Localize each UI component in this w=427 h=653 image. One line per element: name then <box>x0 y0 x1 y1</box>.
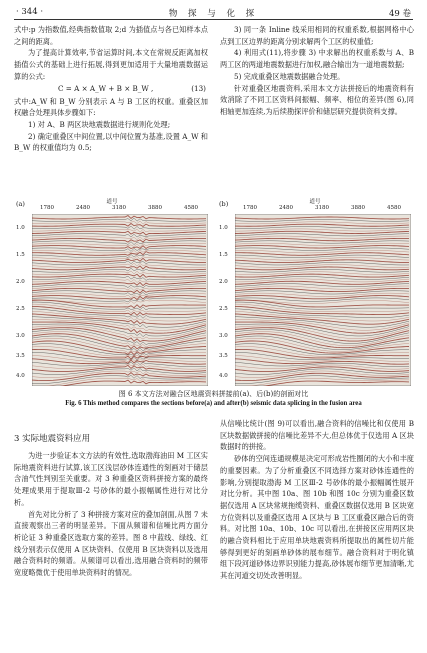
paragraph: 针对重叠区地震资料,采用本文方法拼接后的地震资料有效消除了不同工区资料间振幅、频率、相位的差异(图 6),同相轴更加连续,为后续勘探评价和储层研究提供资料支撑。 <box>220 83 414 116</box>
paragraph: 式中:p 为指数值,经典指数值取 2;d 为插值点与各已知样本点之间的距离。 <box>14 25 208 46</box>
time-tick: 3.0 <box>16 333 25 339</box>
cdp-tick: 4580 <box>184 205 198 211</box>
header-rule <box>14 19 413 20</box>
cdp-tick: 1780 <box>243 205 257 211</box>
paragraph: 为进一步验证本文方法的有效性,选取渤海油田 M 工区实际地震资料进行试算,该工区浅层砂体连通性的刻画对于储层含油气性判别至关重要。对 3 种重叠区资料拼接方案的最终处理成果用于提取Ⅲ-2 号砂体的最小振幅属性进行对比分析。 <box>14 451 208 507</box>
cdp-tick: 3880 <box>148 205 162 211</box>
left-column-top <box>14 24 208 154</box>
paragraph: 式中:A_W 和 B_W 分别表示 A 与 B 工区的权重。重叠区加权融合处理具体步骤如下: <box>14 96 208 118</box>
cdp-tick: 3180 <box>315 205 329 211</box>
time-tick: 3.5 <box>16 353 25 359</box>
time-tick: 4.0 <box>219 373 228 379</box>
time-tick: 2.0 <box>219 279 228 285</box>
page-number: · 344 · <box>16 7 44 17</box>
seismic-panel-a <box>14 196 210 386</box>
time-tick: 2.5 <box>219 306 228 312</box>
equation-number: (13) <box>191 83 206 93</box>
paragraph: 从信噪比统计(图 9)可以看出,融合资料的信噪比和仅使用 B 区块数据做拼接的信噪比差异不大,但总体优于仅选用 A 区块数据时的拼接。 <box>220 419 414 452</box>
cdp-tick: 3180 <box>112 205 126 211</box>
trace-axis-label: 道号 <box>309 199 321 205</box>
caption-english: Fig. 6 This method compares the sections before(a) and after(b) seismic data splicing in the fusion area <box>65 400 362 407</box>
time-tick: 1.0 <box>219 225 228 231</box>
cdp-tick: 2480 <box>279 205 293 211</box>
cdp-tick: 2480 <box>76 205 90 211</box>
left-column-bottom <box>14 430 208 579</box>
figure-6 <box>14 196 413 406</box>
cdp-tick: 1780 <box>40 205 54 211</box>
step-item: 2) 确定重叠区中间位置,以中间位置为基准,设置 A_W 和 B_W 的权重值均为 0.5; <box>14 131 208 153</box>
panel-label: (a) <box>16 200 25 208</box>
right-column-top <box>220 24 414 118</box>
seismic-section-image <box>32 214 208 386</box>
paragraph: 为了提高计算效率,节省运算时间,本文在常规反距离加权插值公式的基础上进行拓展,得到更加适用于大量地震数据运算的公式: <box>14 48 208 81</box>
time-tick: 1.0 <box>16 225 25 231</box>
time-tick: 2.5 <box>16 306 25 312</box>
time-tick: 3.0 <box>219 333 228 339</box>
journal-title: 物 探 与 化 探 <box>168 9 259 19</box>
time-tick: 1.5 <box>16 252 25 258</box>
cdp-tick: 3880 <box>351 205 365 211</box>
seismic-section-image <box>235 214 411 386</box>
paragraph: 砂体的空间连通规模是决定可形成岩性圈闭的大小和丰度的重要因素。为了分析重叠区不同选择方案对砂体连通性的影响,分别提取渤海 M 工区Ⅲ-2 号砂体的最小振幅属性展开对比分析。其中图 10a、图 10b 和图 10c 分别为重叠区数据仅选用 A 区块常规拖缆资料、重叠区数据仅选用 B 区块宽方位资料以及重叠区选用 A 区块与 B 工区重叠区融合后的资料。对比图 10a、10b、10c 可以看出,在拼接区应用两区块的融合资料相比于应用单块地震资料所提取出的属性切片能够得到更好的刻画单砂体的展布细节。融合资料对于明化镇组下段河道砂体边界识别能力提高,砂体展布细节更加清晰,尤其在河道交切处改善明显。 <box>220 454 414 581</box>
time-tick: 1.5 <box>219 252 228 258</box>
trace-axis-label: 道号 <box>106 199 118 205</box>
seismic-panel-b <box>217 196 413 386</box>
step-item: 1) 对 A、B 两区块地震数据进行规则化处理; <box>28 119 171 129</box>
paragraph: 首先对比分析了 3 种拼接方案对应的叠加剖面,从图 7 未直接观察出三者的明显差异。下面从频谱和信噪比两方面分析论证 3 种重叠区选取方案的差异。图 8 中蓝线、绿线、红线分别表示仅使用 A 区块资料、仅使用 B 区块资料以及选用融合资料时的频谱。从频谱可以看出,选用融合资料时的频带宽度略微优于使用单块资料时的情况。 <box>14 509 208 578</box>
step-item: 3) 同一条 Inline 线采用相同的权重系数,根据网格中心点到工区边界的距离分别求解两个工区的权重值; <box>220 25 414 46</box>
section-heading: 3 实际地震资料应用 <box>14 434 91 444</box>
step-item: 5) 完成重叠区地震数据融合处理。 <box>234 71 345 81</box>
panel-label: (b) <box>219 200 229 208</box>
time-tick: 3.5 <box>219 353 228 359</box>
time-tick: 2.0 <box>16 279 25 285</box>
cdp-tick: 4580 <box>387 205 401 211</box>
equation-body: C = A × A_W + B × B_W , <box>58 83 154 93</box>
figure-caption <box>14 389 413 409</box>
equation-13 <box>14 83 208 96</box>
time-tick: 4.0 <box>16 373 25 379</box>
caption-chinese: 图 6 本文方法对融合区地震资料拼接前(a)、后(b)的剖面对比 <box>118 390 309 398</box>
right-column-bottom <box>220 418 414 582</box>
step-item: 4) 利用式(11),将步骤 3) 中求解出的权重系数与 A、B 两工区的两道地震数据进行加权,融合输出为一道地震数据; <box>220 48 414 70</box>
volume-number: 49 卷 <box>388 9 411 19</box>
